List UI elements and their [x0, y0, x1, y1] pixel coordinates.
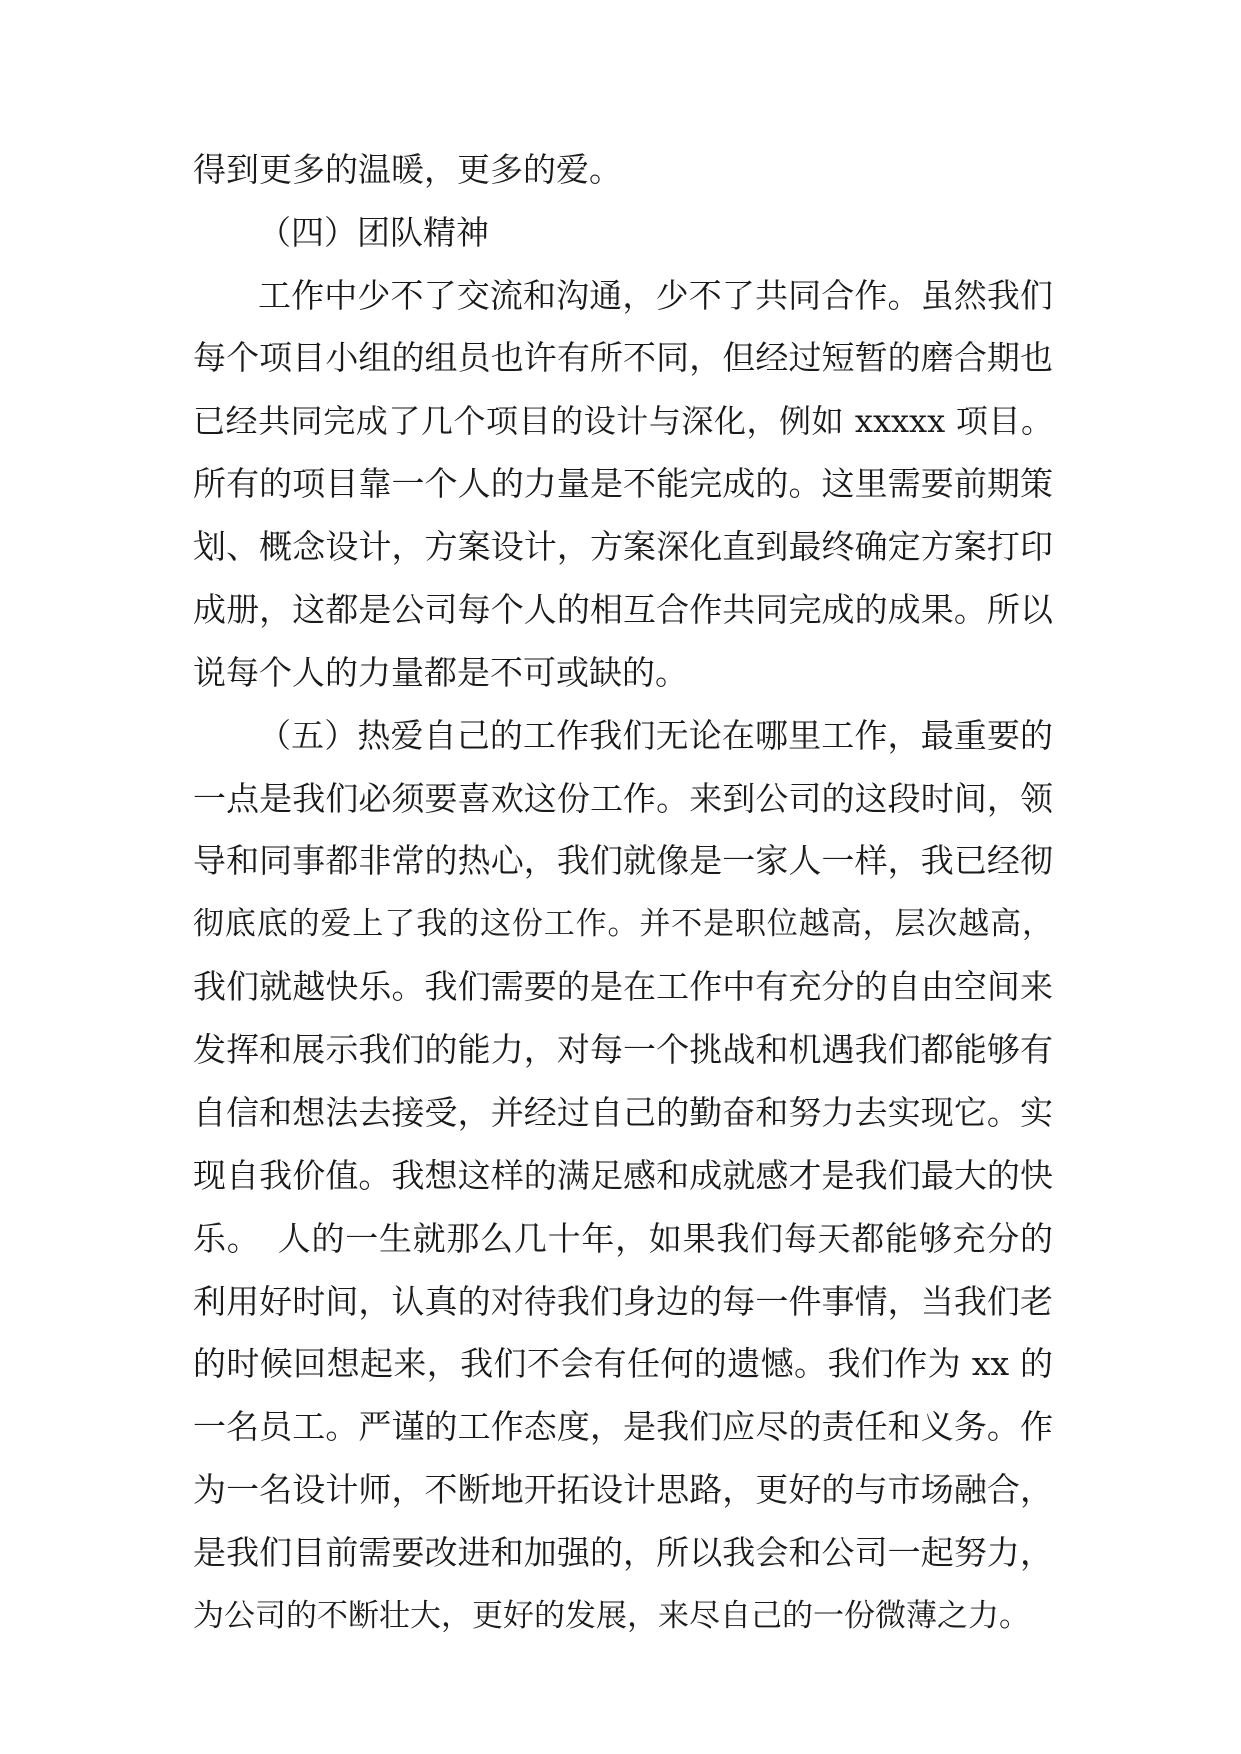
- text-line: 每个项目小组的组员也许有所不同，但经过短暂的磨合期也: [193, 338, 1053, 377]
- text-line: 发挥和展示我们的能力，对每一个挑战和机遇我们都能够有: [193, 1030, 1053, 1069]
- text-line: 一名员工。严谨的工作态度，是我们应尽的责任和义务。作: [193, 1407, 1053, 1446]
- text-line: 是我们目前需要改进和加强的，所以我会和公司一起努力，: [193, 1533, 1053, 1572]
- text-line: 我们就越快乐。我们需要的是在工作中有充分的自由空间来: [193, 967, 1053, 1006]
- text-line: 导和同事都非常的热心，我们就像是一家人一样，我已经彻: [193, 841, 1053, 880]
- text-line: 划、概念设计，方案设计，方案深化直到最终确定方案打印: [193, 527, 1053, 566]
- text-line: 现自我价值。我想这样的满足感和成就感才是我们最大的快: [193, 1156, 1053, 1195]
- text-line: 乐。 人的一生就那么几十年，如果我们每天都能够充分的: [193, 1219, 1053, 1258]
- text-line: 自信和想法去接受，并经过自己的勤奋和努力去实现它。实: [193, 1093, 1053, 1132]
- text-line: 工作中少不了交流和沟通，少不了共同合作。虽然我们: [258, 276, 1053, 315]
- text-line: 已经共同完成了几个项目的设计与深化，例如 xxxxx 项目。: [193, 402, 1053, 440]
- section-heading: （五）热爱自己的工作我们无论在哪里工作，最重要的: [258, 716, 1053, 755]
- text-line: 彻底底的爱上了我的这份工作。并不是职位越高，层次越高，: [193, 906, 1053, 942]
- section-heading: （四）团队精神: [258, 213, 489, 252]
- text-line: 说每个人的力量都是不可或缺的。: [193, 653, 688, 692]
- text-line: 为一名设计师，不断地开拓设计思路，更好的与市场融合，: [193, 1470, 1053, 1509]
- text-line: 成册，这都是公司每个人的相互合作共同完成的成果。所以: [193, 590, 1053, 629]
- text-line: 一点是我们必须要喜欢这份工作。来到公司的这段时间，领: [193, 779, 1053, 818]
- text-line: 利用好时间，认真的对待我们身边的每一件事情，当我们老: [193, 1282, 1053, 1321]
- text-line: 所有的项目靠一个人的力量是不能完成的。这里需要前期策: [193, 464, 1053, 503]
- text-line: 得到更多的温暖，更多的爱。: [193, 150, 622, 189]
- text-line: 为公司的不断壮大，更好的发展，来尽自己的一份微薄之力。: [193, 1598, 1030, 1634]
- text-line: 的时候回想起来，我们不会有任何的遗憾。我们作为 xx 的: [193, 1344, 1053, 1383]
